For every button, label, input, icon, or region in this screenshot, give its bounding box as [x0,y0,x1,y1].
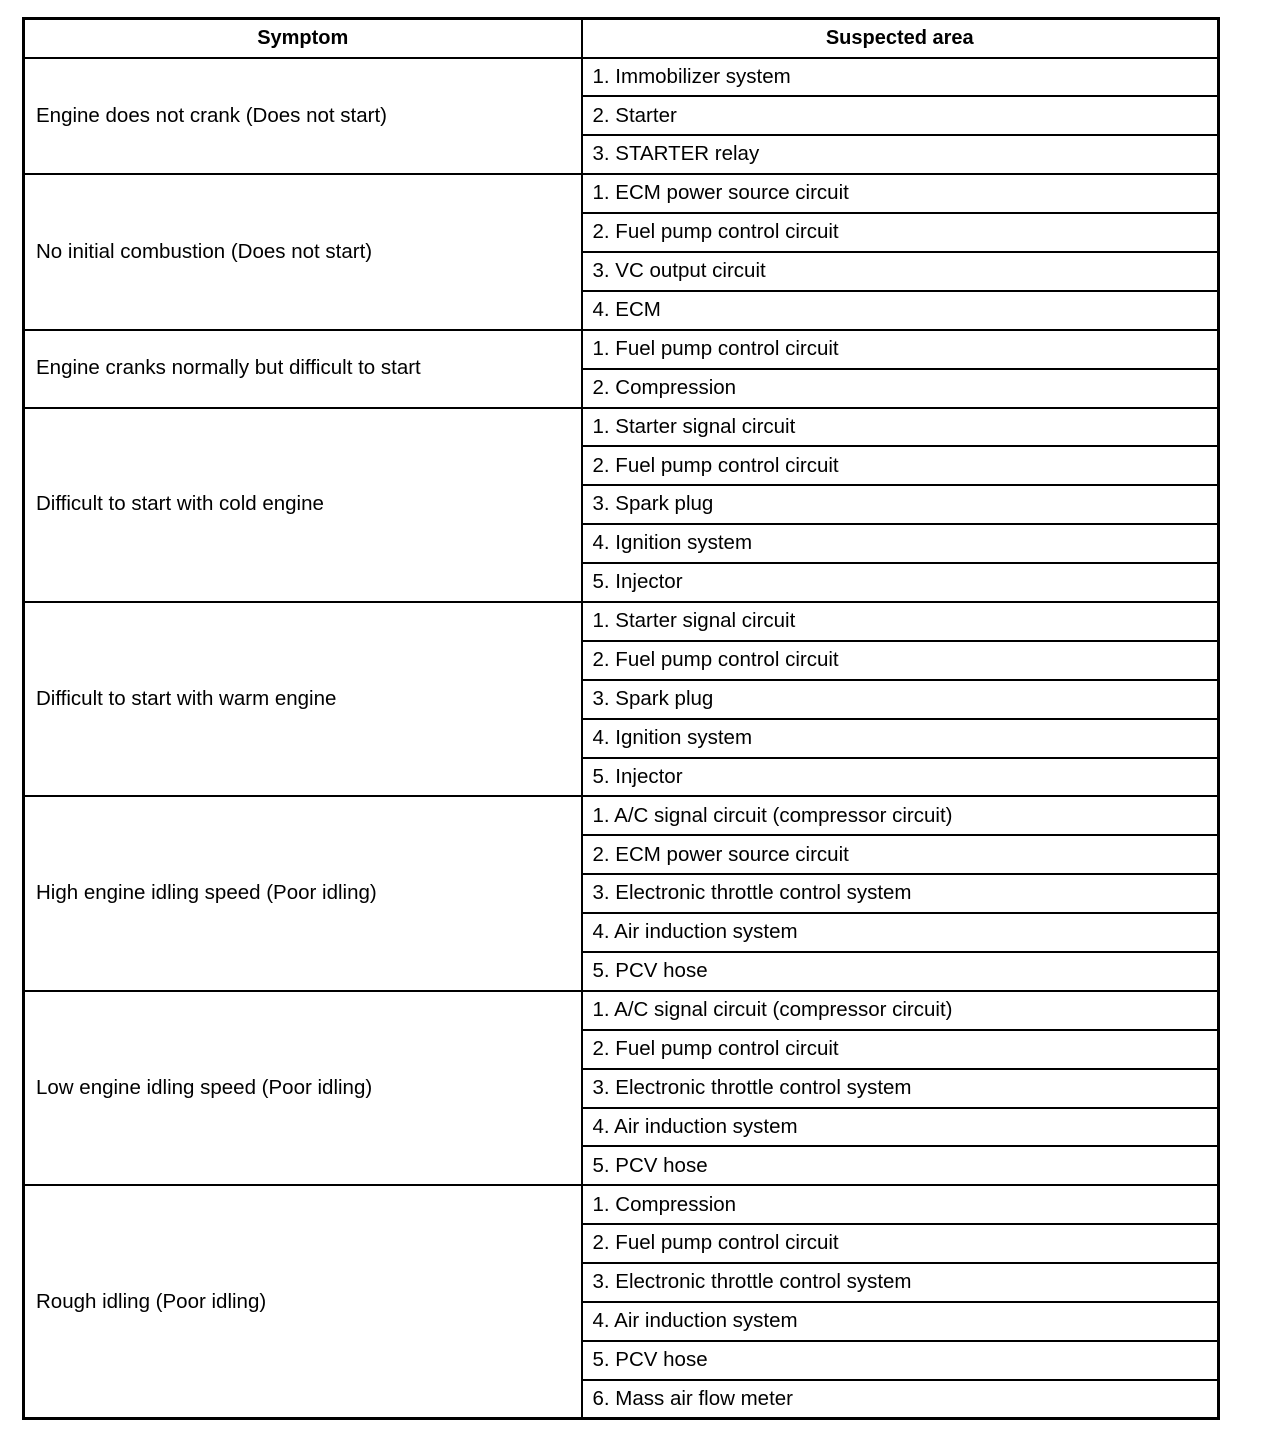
suspected-area-cell: 1. Fuel pump control circuit [582,330,1219,369]
suspected-area-cell: 3. Spark plug [582,680,1219,719]
suspected-area-cell: 6. Mass air flow meter [582,1380,1219,1419]
suspected-area-cell: 2. Fuel pump control circuit [582,1224,1219,1263]
symptom-cell: No initial combustion (Does not start) [24,174,582,330]
suspected-area-cell: 3. Electronic throttle control system [582,874,1219,913]
suspected-area-cell: 3. Spark plug [582,485,1219,524]
table-row [24,58,1219,97]
suspected-area-cell: 4. Air induction system [582,1302,1219,1341]
suspected-area-cell: 2. Starter [582,96,1219,135]
suspected-area-cell: 4. Air induction system [582,913,1219,952]
suspected-area-cell: 1. A/C signal circuit (compressor circuit) [582,796,1219,835]
suspected-area-column-header: Suspected area [582,19,1219,58]
header-row [24,19,1219,58]
suspected-area-cell: 2. ECM power source circuit [582,835,1219,874]
suspected-area-cell: 2. Fuel pump control circuit [582,641,1219,680]
suspected-area-cell: 2. Fuel pump control circuit [582,1030,1219,1069]
suspected-area-cell: 1. Starter signal circuit [582,408,1219,447]
suspected-area-cell: 1. Starter signal circuit [582,602,1219,641]
symptom-cell: Rough idling (Poor idling) [24,1185,582,1418]
suspected-area-cell: 2. Compression [582,369,1219,408]
table-row [24,991,1219,1030]
suspected-area-cell: 3. Electronic throttle control system [582,1069,1219,1108]
suspected-area-cell: 5. PCV hose [582,952,1219,991]
suspected-area-cell: 4. Ignition system [582,524,1219,563]
table-header [24,19,1219,58]
suspected-area-cell: 2. Fuel pump control circuit [582,213,1219,252]
suspected-area-cell: 5. Injector [582,758,1219,797]
symptom-cell: Engine cranks normally but difficult to start [24,330,582,408]
suspected-area-cell: 1. Immobilizer system [582,58,1219,97]
suspected-area-cell: 3. Electronic throttle control system [582,1263,1219,1302]
symptom-cell: Difficult to start with cold engine [24,408,582,602]
suspected-area-cell: 3. STARTER relay [582,135,1219,174]
table-row [24,602,1219,641]
symptom-cell: High engine idling speed (Poor idling) [24,796,582,990]
symptom-cell: Low engine idling speed (Poor idling) [24,991,582,1185]
symptom-cell: Engine does not crank (Does not start) [24,58,582,175]
suspected-area-cell: 4. Ignition system [582,719,1219,758]
suspected-area-cell: 4. Air induction system [582,1108,1219,1147]
suspected-area-cell: 2. Fuel pump control circuit [582,446,1219,485]
table-row [24,1185,1219,1224]
symptom-column-header: Symptom [24,19,582,58]
suspected-area-cell: 4. ECM [582,291,1219,330]
suspected-area-cell: 3. VC output circuit [582,252,1219,291]
symptom-table [22,17,1220,1420]
suspected-area-cell: 1. A/C signal circuit (compressor circuit) [582,991,1219,1030]
suspected-area-cell: 1. Compression [582,1185,1219,1224]
table-body [24,58,1219,1419]
table-row [24,408,1219,447]
symptom-cell: Difficult to start with warm engine [24,602,582,796]
suspected-area-cell: 5. PCV hose [582,1341,1219,1380]
table-row [24,174,1219,213]
suspected-area-cell: 5. PCV hose [582,1146,1219,1185]
table-row [24,796,1219,835]
suspected-area-cell: 1. ECM power source circuit [582,174,1219,213]
table-row [24,330,1219,369]
suspected-area-cell: 5. Injector [582,563,1219,602]
